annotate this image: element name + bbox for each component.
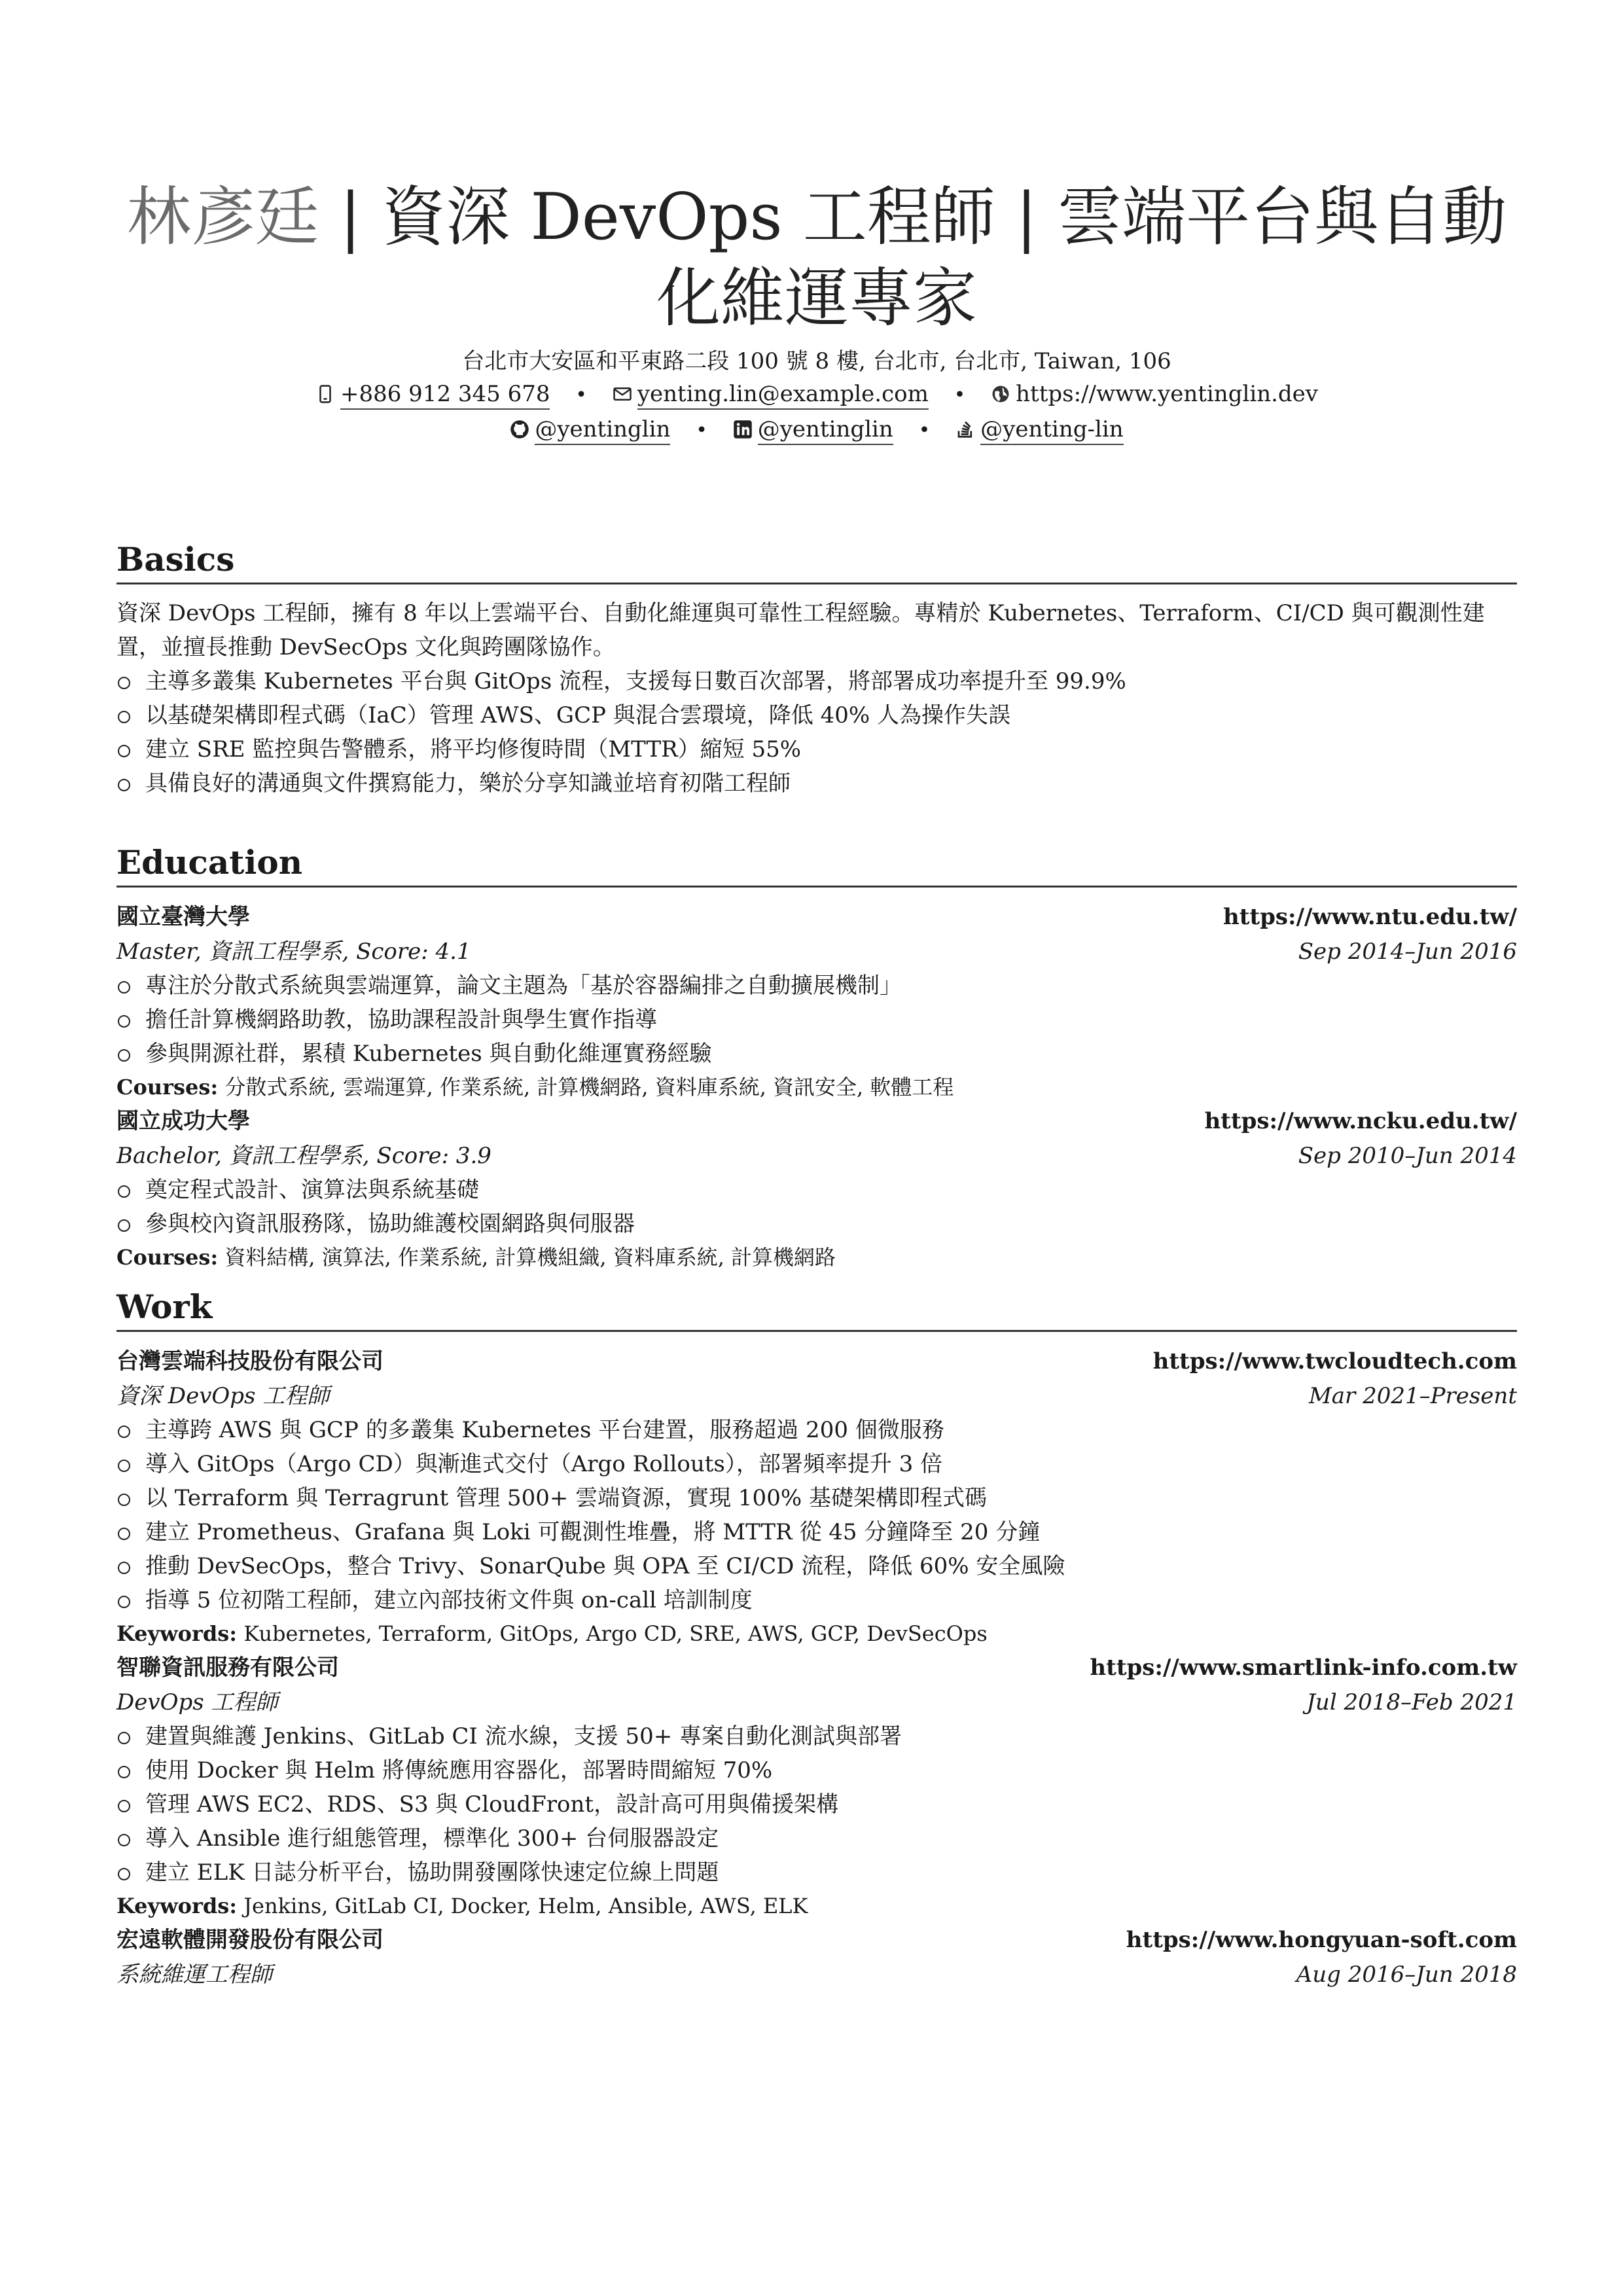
dates: Sep 2010–Jun 2014 [1298, 1143, 1517, 1169]
company-url[interactable]: https://www.hongyuan-soft.com [1126, 1927, 1517, 1953]
work-highlights [116, 1719, 1517, 1890]
envelope-icon [613, 384, 632, 404]
company-name: 宏遠軟體開發股份有限公司 [116, 1927, 383, 1953]
courses [116, 1071, 1517, 1103]
list-item: 以 Terraform 與 Terragrunt 管理 500+ 雲端資源，實現 100% 基礎架構即程式碼 [116, 1481, 1517, 1515]
entry-subheader [116, 1958, 1517, 1992]
stackoverflow-item[interactable] [955, 412, 1124, 446]
work-entry [116, 1922, 1517, 1992]
company-url[interactable]: https://www.twcloudtech.com [1152, 1348, 1517, 1374]
work-entry [116, 1650, 1517, 1922]
list-item: 推動 DevSecOps，整合 Trivy、SonarQube 與 OPA 至 CI/CD 流程，降低 60% 安全風險 [116, 1549, 1517, 1583]
company-name: 智聯資訊服務有限公司 [116, 1655, 339, 1681]
list-item: 指導 5 位初階工程師，建立內部技術文件與 on-call 培訓制度 [116, 1583, 1517, 1617]
education-section [116, 842, 1517, 1274]
separator: • [954, 384, 966, 406]
degree: Bachelor, 資訊工程學系, Score: 3.9 [116, 1143, 491, 1169]
phone-icon [315, 384, 335, 404]
position: 系統維運工程師 [116, 1962, 272, 1988]
list-item: 專注於分散式系統與雲端運算，論文主題為「基於容器編排之自動擴展機制」 [116, 969, 1517, 1003]
phone-item[interactable] [315, 377, 550, 411]
work-entry [116, 1344, 1517, 1650]
courses-label: Courses: [116, 1245, 219, 1270]
stackoverflow-icon [955, 420, 975, 439]
dates: Jul 2018–Feb 2021 [1306, 1689, 1517, 1715]
github-icon [510, 420, 529, 439]
school-name: 國立臺灣大學 [116, 904, 250, 930]
education-entry [116, 1103, 1517, 1274]
contact-row-2 [116, 412, 1517, 448]
website-item[interactable] [991, 377, 1318, 411]
basics-summary: 資深 DevOps 工程師，擁有 8 年以上雲端平台、自動化維運與可靠性工程經驗。專精於 Kubernetes、Terraform、CI/CD 與可觀測性建置，並擅長推動 DevSecOps 文化與跨團隊協作。 [116, 600, 1485, 660]
company-url[interactable]: https://www.smartlink-info.com.tw [1090, 1655, 1517, 1681]
work-heading: Work [116, 1287, 1517, 1332]
list-item: 導入 GitOps（Argo CD）與漸進式交付（Argo Rollouts），部署頻率提升 3 倍 [116, 1447, 1517, 1481]
list-item: 主導多叢集 Kubernetes 平台與 GitOps 流程，支援每日數百次部署，將部署成功率提升至 99.9% [116, 664, 1517, 698]
entry-subheader [116, 1379, 1517, 1413]
person-title: | 資深 DevOps 工程師 | 雲端平台與自動化維運專家 [319, 180, 1507, 336]
email-link[interactable]: yenting.lin@example.com [637, 381, 929, 410]
separator: • [696, 419, 707, 442]
work-section [116, 1287, 1517, 1992]
list-item: 建立 Prometheus、Grafana 與 Loki 可觀測性堆疊，將 MTTR 從 45 分鐘降至 20 分鐘 [116, 1515, 1517, 1549]
education-highlights [116, 969, 1517, 1071]
list-item: 參與校內資訊服務隊，協助維護校園網路與伺服器 [116, 1207, 1517, 1241]
entry-header [116, 1922, 1517, 1958]
dates: Sep 2014–Jun 2016 [1298, 939, 1517, 965]
dates: Aug 2016–Jun 2018 [1296, 1962, 1517, 1988]
list-item: 參與開源社群，累積 Kubernetes 與自動化維運實務經驗 [116, 1037, 1517, 1071]
position: DevOps 工程師 [116, 1689, 278, 1715]
education-heading: Education [116, 842, 1517, 888]
work-highlights [116, 1413, 1517, 1617]
separator: • [918, 419, 931, 442]
courses [116, 1241, 1517, 1274]
courses-label: Courses: [116, 1075, 219, 1100]
phone-link[interactable]: +886 912 345 678 [340, 381, 550, 410]
school-name: 國立成功大學 [116, 1108, 250, 1134]
list-item: 管理 AWS EC2、RDS、S3 與 CloudFront，設計高可用與備援架構 [116, 1787, 1517, 1821]
github-link[interactable]: @yentinglin [535, 416, 670, 445]
school-url[interactable]: https://www.ntu.edu.tw/ [1223, 904, 1517, 930]
entry-header [116, 1344, 1517, 1379]
keywords-list: Jenkins, GitLab CI, Docker, Helm, Ansible, AWS, ELK [237, 1893, 808, 1918]
entry-subheader [116, 1139, 1517, 1173]
list-item: 使用 Docker 與 Helm 將傳統應用容器化，部署時間縮短 70% [116, 1753, 1517, 1787]
list-item: 擔任計算機網路助教，協助課程設計與學生實作指導 [116, 1003, 1517, 1037]
resume-page [116, 177, 1517, 1992]
basics-heading: Basics [116, 539, 1517, 584]
courses-list: 分散式系統, 雲端運算, 作業系統, 計算機網路, 資料庫系統, 資訊安全, 軟體工程 [218, 1075, 954, 1100]
contact-row-1 [116, 377, 1517, 412]
list-item: 建置與維護 Jenkins、GitLab CI 流水線，支援 50+ 專案自動化測試與部署 [116, 1719, 1517, 1753]
entry-header [116, 1103, 1517, 1139]
linkedin-item[interactable] [733, 412, 893, 446]
school-url[interactable]: https://www.ncku.edu.tw/ [1204, 1108, 1517, 1134]
resume-heading [116, 177, 1517, 339]
keywords-list: Kubernetes, Terraform, GitOps, Argo CD, SRE, AWS, GCP, DevSecOps [237, 1621, 988, 1646]
entry-header [116, 899, 1517, 935]
education-entry [116, 899, 1517, 1103]
list-item: 具備良好的溝通與文件撰寫能力，樂於分享知識並培育初階工程師 [116, 766, 1517, 800]
email-item[interactable] [613, 377, 929, 411]
basics-highlights [116, 664, 1517, 800]
list-item: 建立 SRE 監控與告警體系，將平均修復時間（MTTR）縮短 55% [116, 732, 1517, 766]
company-name: 台灣雲端科技股份有限公司 [116, 1348, 383, 1374]
position: 資深 DevOps 工程師 [116, 1383, 330, 1409]
keywords-label: Keywords: [116, 1893, 238, 1918]
keywords [116, 1890, 1517, 1922]
separator: • [575, 384, 587, 406]
education-highlights [116, 1173, 1517, 1241]
entry-subheader [116, 1685, 1517, 1719]
keywords [116, 1617, 1517, 1650]
linkedin-link[interactable]: @yentinglin [758, 416, 893, 445]
basics-section [116, 539, 1517, 800]
globe-icon [991, 384, 1010, 404]
linkedin-icon [733, 420, 753, 439]
list-item: 導入 Ansible 進行組態管理，標準化 300+ 台伺服器設定 [116, 1821, 1517, 1856]
stackoverflow-link[interactable]: @yenting-lin [980, 416, 1124, 445]
address: 台北市大安區和平東路二段 100 號 8 樓, 台北市, 台北市, Taiwan, 106 [462, 348, 1171, 374]
list-item: 奠定程式設計、演算法與系統基礎 [116, 1173, 1517, 1207]
list-item: 以基礎架構即程式碼（IaC）管理 AWS、GCP 與混合雲環境，降低 40% 人為操作失誤 [116, 698, 1517, 732]
github-item[interactable] [510, 412, 670, 446]
list-item: 主導跨 AWS 與 GCP 的多叢集 Kubernetes 平台建置，服務超過 200 個微服務 [116, 1413, 1517, 1447]
dates: Mar 2021–Present [1308, 1383, 1517, 1409]
list-item: 建立 ELK 日誌分析平台，協助開發團隊快速定位線上問題 [116, 1856, 1517, 1890]
courses-list: 資料結構, 演算法, 作業系統, 計算機組織, 資料庫系統, 計算機網路 [218, 1245, 836, 1270]
person-name: 林彥廷 [126, 180, 319, 255]
keywords-label: Keywords: [116, 1621, 238, 1646]
entry-subheader [116, 935, 1517, 969]
degree: Master, 資訊工程學系, Score: 4.1 [116, 939, 471, 965]
entry-header [116, 1650, 1517, 1685]
website-link[interactable]: https://www.yentinglin.dev [1016, 381, 1319, 407]
